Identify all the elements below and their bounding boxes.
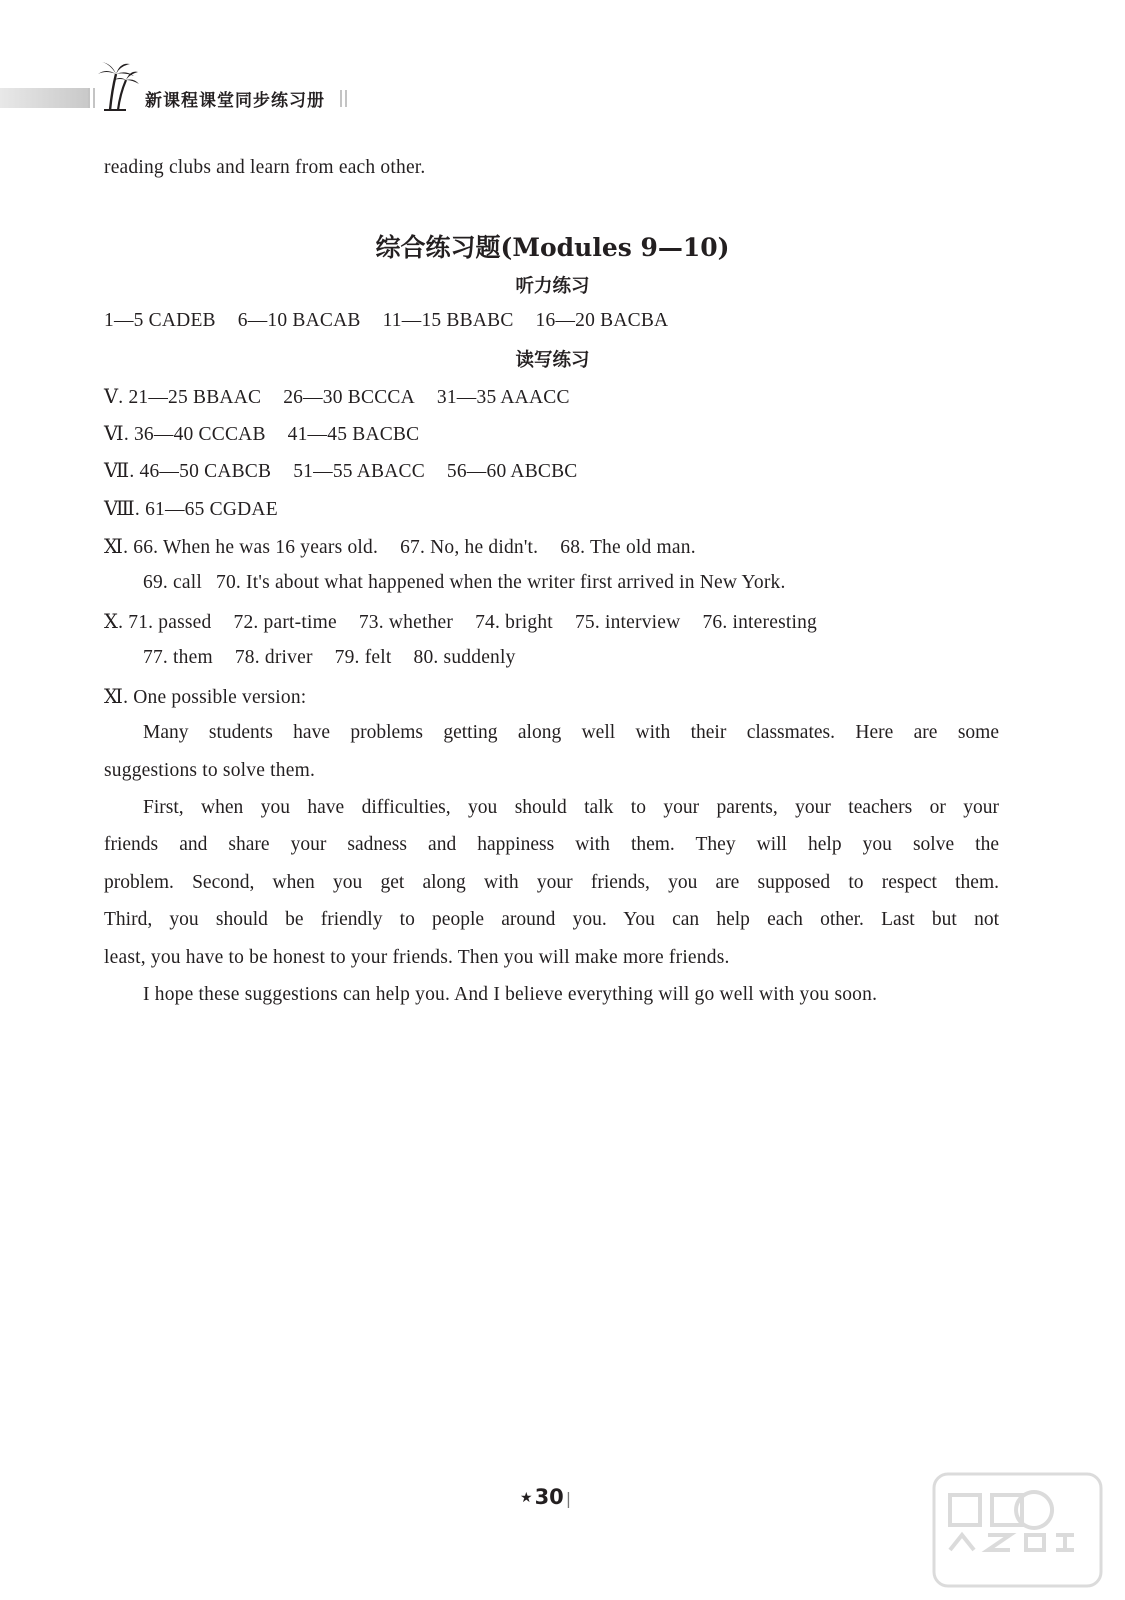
part-11-label: [104, 685, 306, 709]
header-decor-bar: [0, 88, 88, 108]
answer-group: 41—45 BACBC: [287, 424, 420, 445]
essay-line: suggestions to solve them.: [104, 760, 316, 781]
answer-group: 6—10 BACAB: [237, 310, 361, 331]
answer-item: 71. passed: [128, 612, 212, 633]
answer-item: 74. bright: [475, 612, 553, 633]
part-numeral: Ⅷ.: [104, 499, 140, 520]
page-header: [0, 60, 420, 120]
star-icon: ★: [520, 1490, 533, 1506]
header-title: 新课程课堂同步练习册: [145, 91, 325, 111]
part-numeral: Ⅺ.: [104, 687, 129, 708]
answer-item: 80. suddenly: [413, 647, 516, 668]
part-7-answers: [104, 459, 578, 483]
answer-item: 68. The old man.: [560, 537, 696, 558]
part-numeral: Ⅹ.: [104, 612, 124, 633]
essay-line: I hope these suggestions can help you. And I believe everything will go well with you soon.: [143, 984, 878, 1005]
part-numeral: Ⅺ.: [104, 537, 129, 558]
listening-answers: [104, 310, 668, 332]
part-numeral: Ⅶ.: [104, 461, 135, 482]
answer-item: 66. When he was 16 years old.: [133, 537, 379, 558]
answer-group: 51—55 ABACC: [293, 461, 425, 482]
answer-group: 36—40 CCCAB: [133, 424, 266, 445]
answer-item: 78. driver: [234, 647, 313, 668]
part-5-answers: [104, 385, 570, 409]
answer-item: 76. interesting: [702, 612, 818, 633]
part-6-answers: [104, 422, 419, 446]
essay-line: First, when you have difficulties, you should talk to your parents, your teachers or your: [143, 797, 999, 818]
version-label: One possible version:: [133, 687, 307, 708]
essay-line: problem. Second, when you get along with your friends, you are supposed to respect them.: [104, 872, 999, 893]
answer-item: 75. interview: [574, 612, 681, 633]
answer-group: 16—20 BACBA: [535, 310, 669, 331]
answer-item: 79. felt: [334, 647, 392, 668]
page-number-divider: |: [565, 1489, 572, 1508]
part-10-line-2: [143, 647, 516, 669]
part-10-line-1: [104, 610, 817, 634]
answer-group: 21—25 BBAAC: [128, 387, 262, 408]
answer-group: 11—15 BBABC: [382, 310, 514, 331]
essay-line: least, you have to be honest to your friends. Then you will make more friends.: [104, 947, 730, 968]
part-9-line-2: [143, 572, 786, 594]
answer-group: 61—65 CGDAE: [145, 499, 278, 520]
watermark-logo: [930, 1470, 1105, 1590]
part-9-line-1: [104, 535, 696, 559]
answer-item: 77. them: [143, 647, 213, 668]
essay-line: friends and share your sadness and happiness with them. They will help you solve the: [104, 834, 999, 855]
essay-line: Third, you should be friendly to people around you. You can help each other. Last but not: [104, 909, 999, 930]
page-number: ★30 |: [520, 1485, 572, 1509]
listening-heading: 听力练习: [515, 276, 590, 297]
answer-group: 26—30 BCCCA: [283, 387, 415, 408]
intro-line: reading clubs and learn from each other.: [104, 157, 426, 178]
section-title: 综合练习题(Modules 9—10): [375, 233, 730, 262]
answer-group: 56—60 ABCBC: [446, 461, 578, 482]
answer-item: 69. call: [143, 572, 202, 593]
answer-item: 70. It's about what happened when the writer first arrived in New York.: [216, 572, 786, 593]
answer-item: 67. No, he didn't.: [400, 537, 539, 558]
palm-tree-icon: [96, 60, 140, 112]
part-8-answers: [104, 497, 278, 521]
answer-item: 72. part-time: [233, 612, 337, 633]
reading-writing-heading: 读写练习: [515, 350, 590, 371]
answer-group: 31—35 AAACC: [436, 387, 570, 408]
answer-item: 73. whether: [358, 612, 454, 633]
part-numeral: Ⅵ.: [104, 424, 129, 445]
essay-line: Many students have problems getting along well with their classmates. Here are some: [143, 722, 999, 743]
part-numeral: Ⅴ.: [104, 387, 124, 408]
answer-group: 46—50 CABCB: [139, 461, 272, 482]
answer-group: 1—5 CADEB: [104, 310, 216, 331]
